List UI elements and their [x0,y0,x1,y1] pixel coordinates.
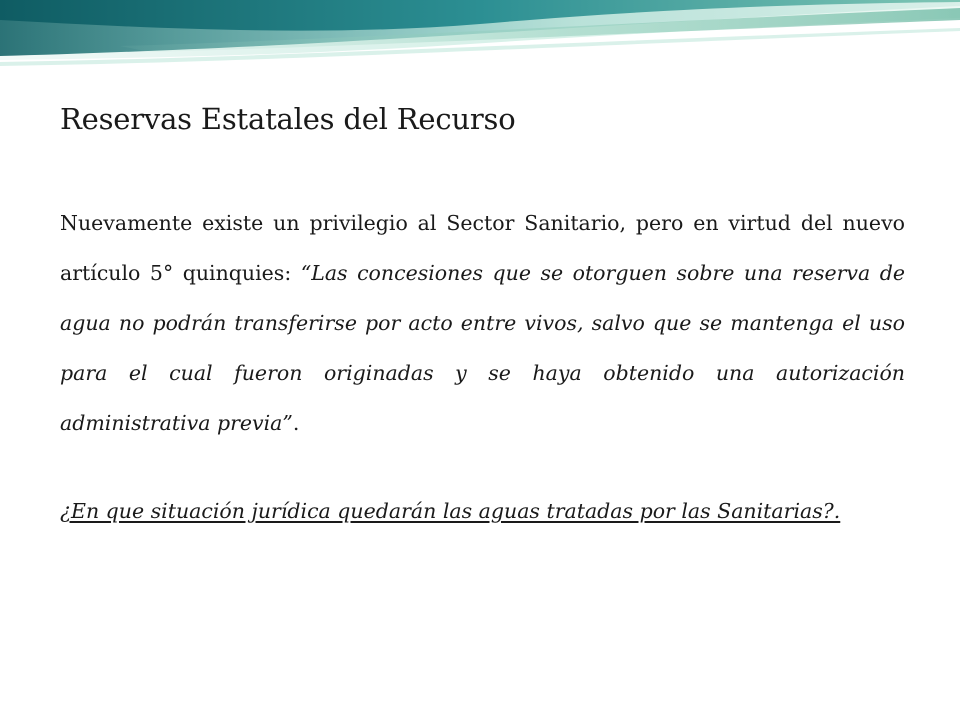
legal-quote: “Las concesiones que se otorguen sobre una reserva de agua no podrán transferirse por acto entre vivos, salvo que se mantenga el uso para el cual fueron originadas y se haya obtenido una autorización administrativa previa” [60,261,905,435]
body-paragraph [60,198,905,448]
slide-title: Reservas Estatales del Recurso [60,102,516,136]
question-paragraph [60,486,905,536]
question-text: ¿En que situación jurídica quedarán las aguas tratadas por las Sanitarias?. [60,499,841,523]
paragraph-ending: . [292,411,300,435]
paragraph-intro: Nuevamente existe un privilegio al Sector Sanitario, pero en virtud del nuevo artículo 5° quinquies: [60,211,905,285]
decorative-wave-banner [0,0,960,70]
